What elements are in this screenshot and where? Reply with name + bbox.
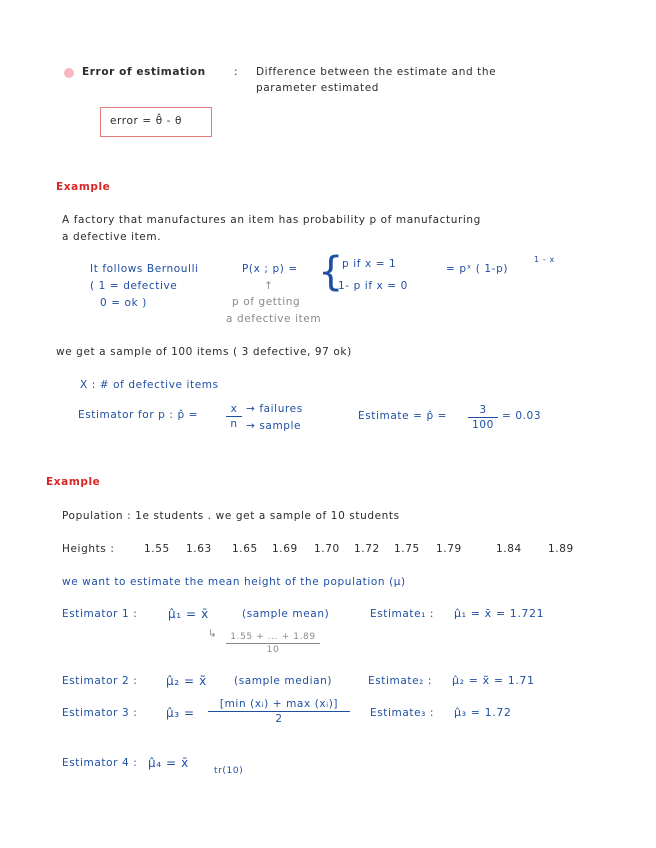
pmf-rhs-exponent: 1 - x bbox=[534, 255, 555, 264]
variable-definition: X : # of defective items bbox=[80, 379, 219, 391]
bernoulli-line-2: ( 1 = defective bbox=[90, 280, 178, 292]
example-1-heading: Example bbox=[56, 181, 111, 193]
estimate-value: = 0.03 bbox=[502, 410, 542, 422]
estimator-3-denominator: 2 bbox=[275, 713, 283, 725]
height-value: 1.69 bbox=[272, 543, 298, 555]
height-value: 1.84 bbox=[496, 543, 522, 555]
estimator-2-note: (sample median) bbox=[234, 675, 333, 687]
goal-line: we want to estimate the mean height of the population (μ) bbox=[62, 576, 406, 588]
height-value: 1.63 bbox=[186, 543, 212, 555]
height-value: 1.72 bbox=[354, 543, 380, 555]
definition-line-1: Difference between the estimate and the bbox=[256, 66, 497, 78]
arrow-failures: → failures bbox=[246, 403, 303, 415]
estimator-numerator: x bbox=[226, 403, 242, 417]
estimate-3-result: μ̂₃ = 1.72 bbox=[454, 706, 512, 719]
pmf-case-1: p if x = 1 bbox=[342, 258, 397, 270]
height-value: 1.55 bbox=[144, 543, 170, 555]
estimator-3-formula: μ̂₃ = bbox=[166, 706, 195, 720]
estimator-2-label: Estimator 2 : bbox=[62, 675, 138, 687]
pmf-lhs: P(x ; p) = bbox=[242, 263, 298, 275]
pmf-rhs: = pˣ ( 1-p) bbox=[446, 263, 509, 275]
note-arrow-icon: ↑ bbox=[264, 280, 274, 292]
definition-line-2: parameter estimated bbox=[256, 82, 380, 94]
definition-colon: : bbox=[234, 66, 239, 78]
mean-fraction-denominator: 10 bbox=[266, 645, 280, 655]
problem-line-1: A factory that manufactures an item has probability p of manufacturing bbox=[62, 214, 481, 226]
note-line-1: p of getting bbox=[232, 296, 301, 308]
bernoulli-line-1: It follows Bernoulli bbox=[90, 263, 199, 275]
estimator-1-formula: μ̂₁ = x̄ bbox=[168, 607, 209, 621]
estimator-4-subscript: tr(10) bbox=[214, 766, 244, 776]
estimate-fraction bbox=[468, 404, 498, 431]
estimator-4-formula: μ̂₄ = x̄ bbox=[148, 756, 189, 770]
sample-line: we get a sample of 100 items ( 3 defective, 97 ok) bbox=[56, 346, 352, 358]
estimator-fraction bbox=[226, 403, 242, 430]
bernoulli-line-3: 0 = ok ) bbox=[100, 297, 147, 309]
estimator-1-note: (sample mean) bbox=[242, 608, 330, 620]
estimator-label: Estimator for p : p̂ = bbox=[78, 409, 199, 421]
height-value: 1.79 bbox=[436, 543, 462, 555]
estimate-1-label: Estimate₁ : bbox=[370, 608, 435, 620]
estimator-3-numerator: [min (xᵢ) + max (xᵢ)] bbox=[208, 698, 350, 712]
estimator-denominator: n bbox=[230, 418, 238, 430]
pmf-case-2: 1- p if x = 0 bbox=[338, 280, 408, 292]
estimator-3-fraction bbox=[208, 698, 350, 725]
brace-icon: { bbox=[318, 249, 344, 295]
estimate-3-label: Estimate₃ : bbox=[370, 707, 435, 719]
estimate-denominator: 100 bbox=[472, 419, 494, 431]
height-value: 1.75 bbox=[394, 543, 420, 555]
note-line-2: a defective item bbox=[226, 313, 322, 325]
estimator-4-label: Estimator 4 : bbox=[62, 757, 138, 769]
problem-line-2: a defective item. bbox=[62, 231, 162, 243]
sub-arrow-icon: ↳ bbox=[208, 628, 218, 640]
estimate-label: Estimate = p̂ = bbox=[358, 410, 448, 422]
estimate-numerator: 3 bbox=[468, 404, 498, 418]
estimator-1-label: Estimator 1 : bbox=[62, 608, 138, 620]
height-value: 1.65 bbox=[232, 543, 258, 555]
arrow-sample: → sample bbox=[246, 420, 302, 432]
estimate-2-label: Estimate₂ : bbox=[368, 675, 433, 687]
population-line: Population : 1e students . we get a sample of 10 students bbox=[62, 510, 400, 522]
heights-label: Heights : bbox=[62, 543, 115, 555]
term-error-of-estimation: Error of estimation bbox=[82, 66, 206, 78]
error-formula: error = θ̂ - θ bbox=[110, 115, 183, 127]
example-2-heading: Example bbox=[46, 476, 101, 488]
mean-fraction bbox=[226, 632, 320, 655]
height-value: 1.70 bbox=[314, 543, 340, 555]
height-value: 1.89 bbox=[548, 543, 574, 555]
estimator-2-formula: μ̂₂ = x̃ bbox=[166, 674, 207, 688]
estimator-3-label: Estimator 3 : bbox=[62, 707, 138, 719]
bullet-icon bbox=[64, 68, 74, 78]
mean-fraction-numerator: 1.55 + ... + 1.89 bbox=[226, 632, 320, 644]
estimate-1-result: μ̂₁ = x̄ = 1.721 bbox=[454, 607, 545, 620]
estimate-2-result: μ̂₂ = x̃ = 1.71 bbox=[452, 674, 535, 687]
